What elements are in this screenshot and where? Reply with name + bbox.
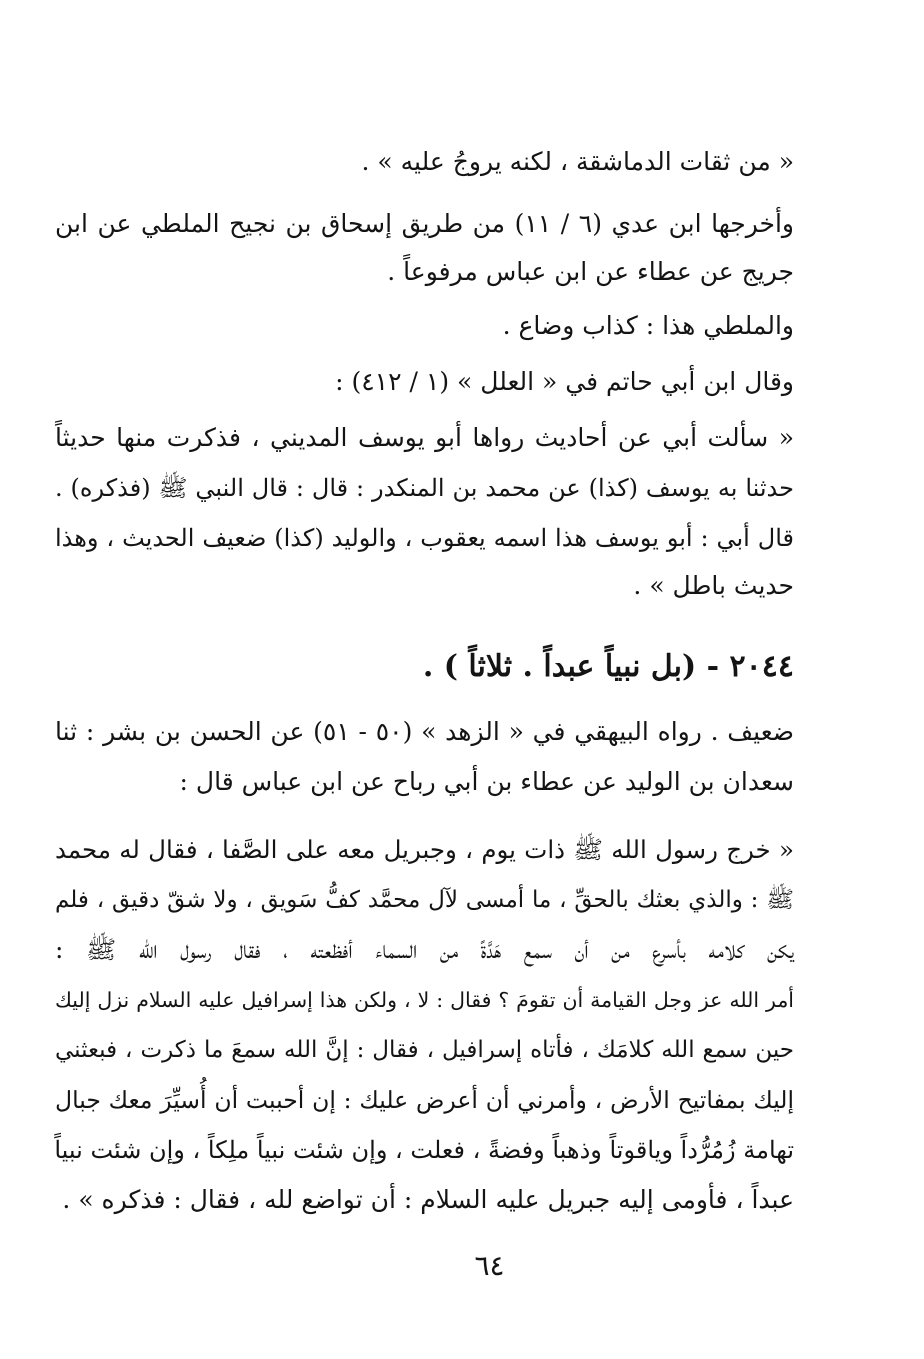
text-line: وأخرجها ابن عدي (٦ / ١١) من طريق إسحاق بن نجيح الملطي عن ابن: [55, 209, 794, 238]
hadith-line: حين سمع الله كلامَك ، فأتاه إسرافيل ، فقال : إنَّ الله سمعَ ما ذكرت ، فبعثني: [55, 1037, 794, 1063]
hadith-line: « خرج رسول الله ﷺ ذات يوم ، وجبريل معه على الصَّفا ، فقال له محمد: [55, 835, 794, 864]
hadith-line: عبداً ، فأومى إليه جبريل عليه السلام : أن تواضع لله ، فقال : فذكره » .: [62, 1185, 794, 1214]
page-number: ٦٤: [474, 1249, 505, 1282]
grading-line: ضعيف . رواه البيهقي في « الزهد » (٥٠ - ٥١) عن الحسن بن بشر : ثنا: [55, 717, 794, 746]
text-line: « من ثقات الدماشقة ، لكنه يروجُ عليه » .: [361, 147, 794, 176]
hadith-line: ﷺ : والذي بعثك بالحقِّ ، ما أمسى لآل محمَّد كفُّ سَويق ، ولا شقّ دقيق ، فلم: [55, 887, 794, 913]
grading-line: سعدان بن الوليد عن عطاء بن أبي رباح عن ابن عباس قال :: [179, 767, 794, 796]
text-line: وقال ابن أبي حاتم في « العلل » (١ / ٤١٢) :: [335, 367, 794, 396]
text-line: حديث باطل » .: [633, 571, 794, 600]
book-page: [55, 0, 794, 1359]
text-line: جريج عن عطاء عن ابن عباس مرفوعاً .: [387, 257, 794, 286]
hadith-line: تهامة زُمُرُّداً وياقوتاً وذهباً وفضةً ، فعلت ، وإن شئت نبياً ملِكاً ، وإن شئت نبياً: [54, 1136, 794, 1164]
hadith-line: يكن كلامه بأسرع من أن سمع هَدَّةً من السماء أفظعته ، فقال رسول الله ﷺ :: [55, 935, 794, 964]
text-line: حدثنا به يوسف (كذا) عن محمد بن المنكدر : قال : قال النبي ﷺ (فذكره) .: [55, 474, 794, 502]
hadith-line: إليك بمفاتيح الأرض ، وأمرني أن أعرض عليك : إن أحببت أن أُسيِّرَ معك جبال: [55, 1086, 794, 1114]
hadith-line: أمر الله عز وجل القيامة أن تقومَ ؟ فقال : لا ، ولكن هذا إسرافيل عليه السلام نزل إليك: [55, 988, 794, 1012]
text-line: قال أبي : أبو يوسف هذا اسمه يعقوب ، والوليد (كذا) ضعيف الحديث ، وهذا: [55, 524, 794, 552]
text-line: والملطي هذا : كذاب وضاع .: [502, 311, 794, 340]
hadith-heading: ٢٠٤٤ - (بل نبياً عبداً . ثلاثاً ) .: [422, 649, 794, 684]
text-line: « سألت أبي عن أحاديث رواها أبو يوسف المديني ، فذكرت منها حديثاً: [55, 423, 794, 452]
